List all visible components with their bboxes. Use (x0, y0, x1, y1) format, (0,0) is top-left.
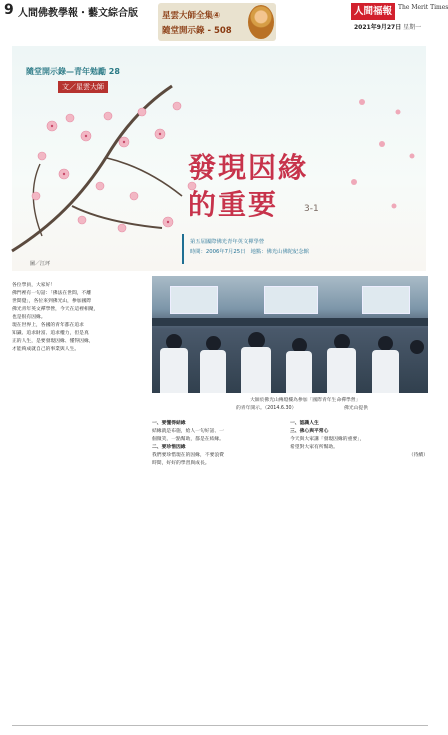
paragraph: 正的人生，是要發現因緣、懂得因緣， (12, 339, 94, 344)
page-number: 9 (4, 2, 14, 18)
paragraph: 結緣就是布施，給人一句好話、一 (152, 429, 224, 434)
paragraph: 才能夠成就自己的事業與人生。 (12, 347, 80, 352)
photo-caption-1: 大師於佛光山傳燈樓為參加「國際青年生命禪學營」 (250, 398, 361, 403)
event-info (182, 234, 334, 264)
headline-line-2: 的重要 (188, 188, 279, 221)
paragraph: 知識、追求財富、追求權力，但是真 (12, 331, 89, 336)
page-bottom-rule (12, 725, 428, 726)
lecture-photo (152, 276, 428, 393)
section-heading: 一、認識人生 (290, 421, 319, 426)
feature-artwork (12, 46, 426, 271)
photo-caption-2: 的青年開示。（2014.6.30） (236, 406, 297, 411)
masthead-english: The Merit Times (398, 4, 448, 11)
paragraph: 希望對大家有所幫助。 (290, 445, 338, 450)
to-be-continued: （待續） (408, 453, 428, 458)
newspaper-logo: 人間福報 (351, 3, 395, 20)
event-title: 第五屆國際佛光青年英文禪學營 (190, 239, 265, 245)
paragraph: 佛光青年英文禪學營，今天在這裡相聚， (12, 307, 99, 312)
event-time-place: 時間：2006年7月25日 地點：佛光山佛陀紀念館 (190, 249, 309, 255)
headline-line-1: 發現因緣 (188, 151, 309, 184)
paragraph: 佛門裡有一句話：「佛法在世間，不離 (12, 291, 92, 296)
paragraph: 各位學員，大家好！ (12, 283, 56, 288)
paragraph: 個微笑、一點幫助，都是在結緣。 (152, 437, 224, 442)
falling-petals-illustration (342, 86, 426, 226)
illustrator-credit: 圖／江坪 (30, 261, 51, 267)
paragraph: 今天與大家講「發現因緣的重要」， (290, 437, 365, 442)
paragraph: 時間，好好的學習與成長。 (152, 461, 210, 466)
article-column-3 (290, 420, 428, 460)
section-heading: 二、要珍惜因緣 (152, 445, 186, 450)
photo-credit: 佛光山提供 (344, 406, 368, 411)
paragraph: 世間覺」，各位來到佛光山，參加國際 (12, 299, 92, 304)
author-tag: 文／星雲大師 (58, 81, 108, 93)
column-series: 隨堂開示錄—青年勉勵 28 (26, 67, 120, 76)
article-column-2 (152, 420, 284, 468)
banner-line-1: 星雲大師全集④ (162, 11, 221, 21)
series-banner (158, 3, 276, 41)
article-column-1 (12, 282, 146, 354)
paragraph: 現在世界上，各國的青年都在追求 (12, 323, 84, 328)
installment-number: 3-1 (304, 204, 319, 214)
issue-date: 2021年9月27日 星期一 (354, 24, 422, 31)
paragraph: 我們要珍惜現在的因緣，不要浪費 (152, 453, 224, 458)
section-heading: 一、要懂得結緣 (152, 421, 186, 426)
section-heading: 三、佛心與平常心 (290, 429, 329, 434)
paragraph: 也是很有因緣。 (12, 315, 46, 320)
master-portrait (248, 5, 274, 39)
section-name: 人間佛教學報・藝文綜合版 (18, 8, 138, 19)
banner-line-2: 隨堂開示錄 - 508 (162, 26, 232, 36)
page-header (0, 0, 448, 36)
